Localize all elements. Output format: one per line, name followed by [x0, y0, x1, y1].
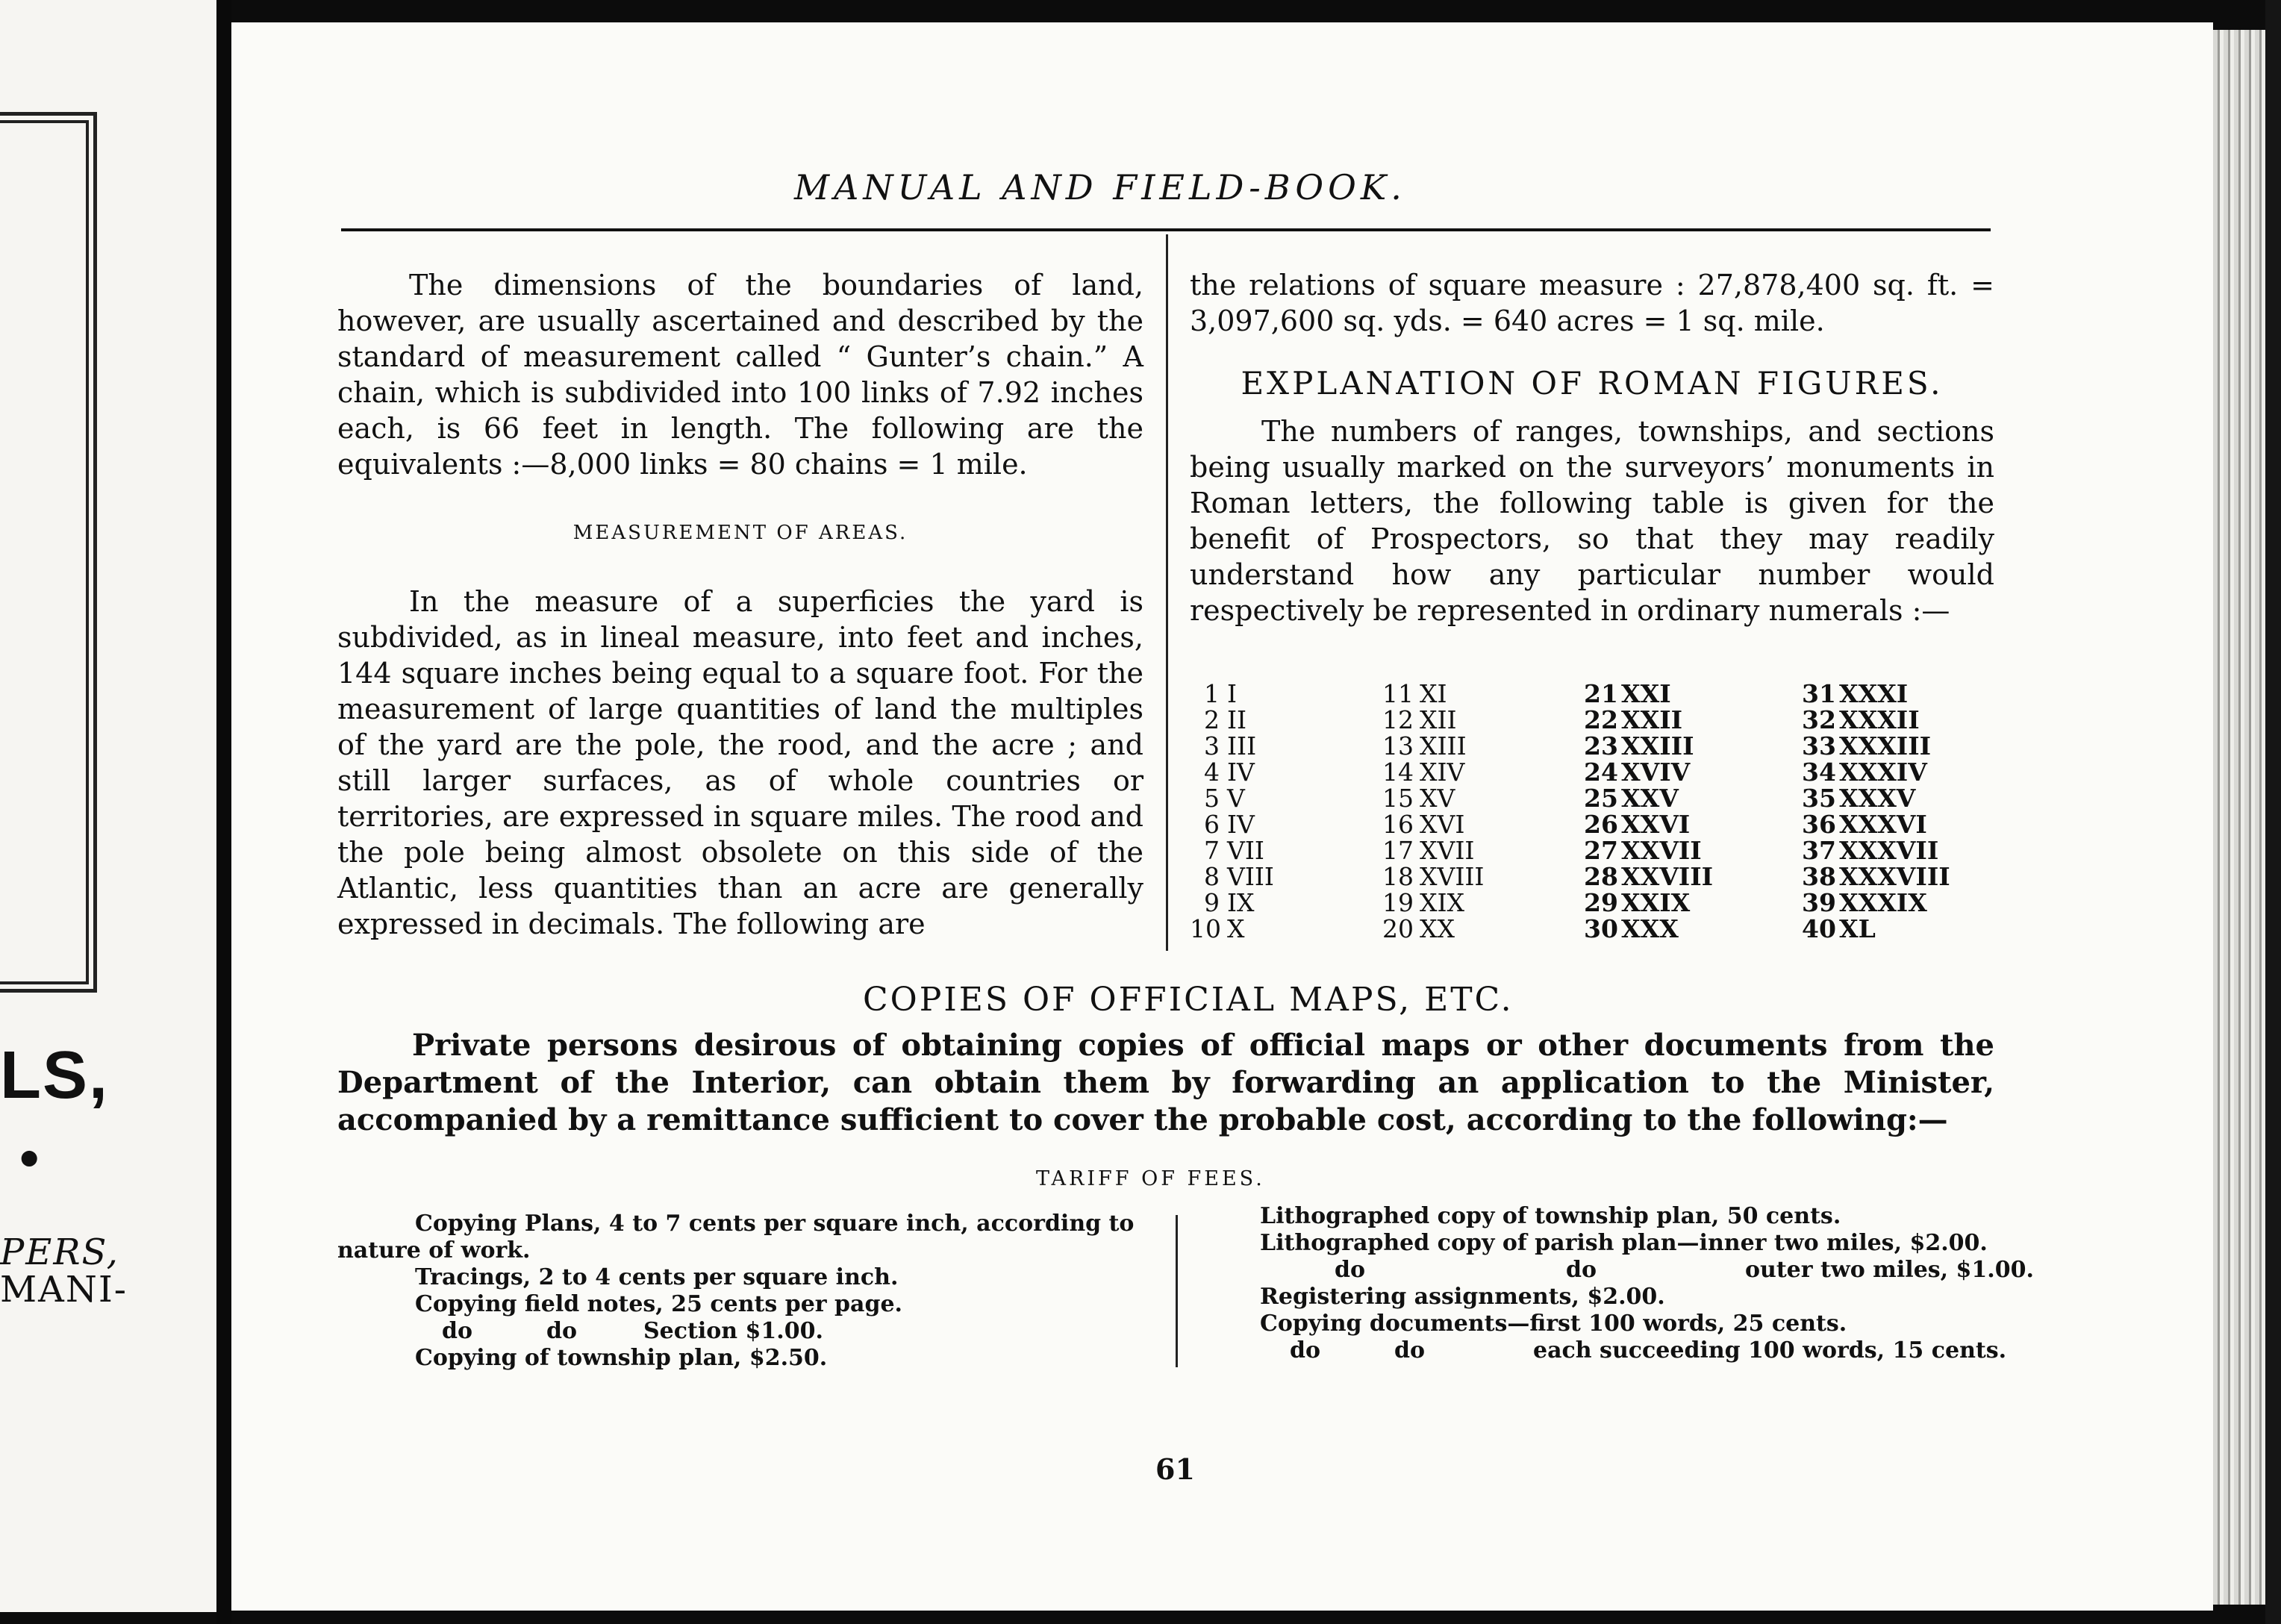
- roman-numeral: XVI: [1420, 810, 1465, 839]
- arabic-numeral: 27: [1584, 836, 1618, 865]
- book-gutter: [216, 0, 231, 1624]
- roman-table-row: [1584, 916, 1713, 942]
- roman-numeral: XVIII: [1420, 862, 1485, 891]
- roman-numeral: XXXVI: [1839, 810, 1927, 839]
- arabic-numeral: 36: [1802, 810, 1836, 839]
- roman-numeral: XXIII: [1621, 731, 1694, 761]
- arabic-numeral: 26: [1584, 810, 1618, 839]
- roman-numeral: XXV: [1621, 784, 1679, 813]
- roman-numeral: XXVII: [1621, 836, 1702, 865]
- arabic-numeral: 19: [1382, 888, 1414, 917]
- maps-heading: COPIES OF OFFICIAL MAPS, ETC.: [863, 981, 1514, 1019]
- facing-page-text-line-2: MANI-: [0, 1269, 128, 1311]
- roman-numeral: XXI: [1621, 679, 1671, 708]
- roman-table-row: [1190, 916, 1274, 942]
- roman-table-row: [1802, 811, 1950, 837]
- facing-page-fragment: [0, 0, 216, 1612]
- roman-table-row: [1190, 733, 1274, 759]
- maps-paragraph-text: Private persons desirous of obtaining copies of official maps or other documents from the Department of the Interior, can obtain them by forwarding an application to the Minister, accompanied by a remittance sufficient to cover the probable cost, according to the following:—: [337, 1028, 1994, 1137]
- arabic-numeral: 40: [1802, 914, 1836, 943]
- arabic-numeral: 22: [1584, 705, 1618, 734]
- roman-numeral: IX: [1227, 888, 1255, 917]
- arabic-numeral: 25: [1584, 784, 1618, 813]
- roman-table-row: [1802, 863, 1950, 890]
- arabic-numeral: 29: [1584, 888, 1618, 917]
- roman-numeral: V: [1227, 784, 1245, 813]
- roman-table-row: [1382, 707, 1484, 733]
- ditto-mark: do: [546, 1318, 577, 1344]
- tariff-item-continuation: nature of work.: [337, 1237, 531, 1264]
- tariff-item: [1260, 1257, 2034, 1284]
- roman-table-row: [1584, 863, 1713, 890]
- tariff-price: each succeeding 100 words, 15 cents.: [1533, 1337, 2007, 1364]
- arabic-numeral: 8: [1204, 862, 1220, 891]
- arabic-numeral: 5: [1204, 784, 1220, 813]
- tariff-left-list: [337, 1211, 1158, 1372]
- roman-table-row: [1382, 811, 1484, 837]
- arabic-numeral: 7: [1204, 836, 1220, 865]
- header-rule: [341, 228, 1991, 231]
- roman-numeral: XXXVIII: [1839, 862, 1950, 891]
- roman-table-row: [1382, 863, 1484, 890]
- arabic-numeral: 32: [1802, 705, 1836, 734]
- tariff-right-list: [1260, 1203, 2034, 1364]
- left-column: [337, 267, 1143, 942]
- roman-table-row: [1190, 837, 1274, 863]
- roman-table-row: [1802, 785, 1950, 811]
- roman-numeral: IV: [1227, 758, 1255, 787]
- areas-heading: MEASUREMENT OF AREAS.: [572, 522, 908, 544]
- arabic-numeral: 2: [1204, 705, 1220, 734]
- arabic-numeral: 33: [1802, 731, 1836, 761]
- arabic-numeral: 1: [1204, 679, 1220, 708]
- arabic-numeral: 17: [1382, 836, 1414, 865]
- roman-table-row: [1190, 785, 1274, 811]
- arabic-numeral: 12: [1382, 705, 1414, 734]
- roman-numeral: XI: [1420, 679, 1447, 708]
- roman-table-row: [1190, 811, 1274, 837]
- maps-paragraph: [337, 1027, 1994, 1139]
- roman-table-row: [1802, 733, 1950, 759]
- arabic-numeral: 16: [1382, 810, 1414, 839]
- roman-numeral: II: [1227, 705, 1247, 734]
- roman-table-row: [1190, 863, 1274, 890]
- roman-table-row: [1382, 733, 1484, 759]
- ditto-mark: do: [1335, 1257, 1365, 1283]
- roman-table-row: [1584, 785, 1713, 811]
- column-divider: [1166, 234, 1168, 951]
- tariff-item: Copying field notes, 25 cents per page.: [415, 1291, 902, 1317]
- tariff-price: outer two miles, $1.00.: [1745, 1257, 2034, 1283]
- roman-table-row: [1584, 811, 1713, 837]
- roman-table-row: [1802, 916, 1950, 942]
- ditto-mark: do: [1394, 1337, 1425, 1364]
- roman-table-row: [1584, 890, 1713, 916]
- tariff-price: Section $1.00.: [643, 1318, 823, 1344]
- roman-table-row: [1382, 916, 1484, 942]
- gunters-chain-paragraph: The dimensions of the boundaries of land, however, are usually ascertained and described by the standard of measurement called “ Gunter’s chain.” A chain, which is subdivided into 100 links of 7.92 inches each, is 66 feet in length. The following are the equivalents :—8,000 links = 80 chains = 1 mile.: [337, 269, 1143, 481]
- roman-numeral: XXXV: [1839, 784, 1916, 813]
- roman-numeral: XX: [1420, 914, 1455, 943]
- facing-page-text-line-1: PERS,: [0, 1231, 119, 1273]
- roman-numeral: XIV: [1420, 758, 1465, 787]
- roman-table-column: [1190, 681, 1274, 942]
- roman-numeral: XXXIII: [1839, 731, 1932, 761]
- roman-table-row: [1190, 681, 1274, 707]
- ditto-mark: do: [1290, 1337, 1320, 1364]
- tariff-item: Registering assignments, $2.00.: [1260, 1284, 1665, 1310]
- arabic-numeral: 21: [1584, 679, 1618, 708]
- roman-numeral: XIII: [1420, 731, 1467, 761]
- roman-table-row: [1584, 837, 1713, 863]
- page-edges: [2213, 30, 2265, 1605]
- roman-numeral: IV: [1227, 810, 1255, 839]
- roman-table-column: [1382, 681, 1484, 942]
- roman-numeral: XXXIX: [1839, 888, 1927, 917]
- roman-table-row: [1382, 785, 1484, 811]
- arabic-numeral: 4: [1204, 758, 1220, 787]
- tariff-heading: TARIFF OF FEES.: [1036, 1167, 1265, 1190]
- tariff-item: Lithographed copy of township plan, 50 cents.: [1260, 1203, 1841, 1229]
- roman-table-row: [1802, 707, 1950, 733]
- roman-numeral: XXXII: [1839, 705, 1920, 734]
- roman-table-column: [1802, 681, 1950, 942]
- roman-numeral: XL: [1839, 914, 1876, 943]
- roman-numeral: XXXI: [1839, 679, 1909, 708]
- tariff-item: [337, 1318, 1158, 1345]
- arabic-numeral: 14: [1382, 758, 1414, 787]
- arabic-numeral: 39: [1802, 888, 1836, 917]
- tariff-divider: [1176, 1215, 1178, 1367]
- arabic-numeral: 24: [1584, 758, 1618, 787]
- roman-table-row: [1584, 681, 1713, 707]
- roman-table-row: [1382, 890, 1484, 916]
- roman-numeral: XXVIII: [1621, 862, 1714, 891]
- roman-table-row: [1382, 759, 1484, 785]
- roman-table-row: [1190, 707, 1274, 733]
- arabic-numeral: 10: [1190, 914, 1221, 943]
- roman-table-column: [1584, 681, 1713, 942]
- arabic-numeral: 13: [1382, 731, 1414, 761]
- arabic-numeral: 9: [1204, 888, 1220, 917]
- roman-numeral: VII: [1227, 836, 1264, 865]
- roman-numeral: XXVI: [1621, 810, 1691, 839]
- roman-table-row: [1584, 733, 1713, 759]
- arabic-numeral: 3: [1204, 731, 1220, 761]
- arabic-numeral: 15: [1382, 784, 1414, 813]
- roman-figures-paragraph: The numbers of ranges, townships, and sections being usually marked on the surveyors’ monuments in Roman letters, the following table is given for the benefit of Prospectors, so that they may readily understand how any particular number would respectively be represented in ordinary numerals :—: [1190, 415, 1994, 627]
- tariff-item: Tracings, 2 to 4 cents per square inch.: [415, 1264, 899, 1290]
- areas-paragraph: In the measure of a superficies the yard is subdivided, as in lineal measure, into feet and inches, 144 square inches being equal to a square foot. For the measurement of large quantities of land the multiples of the yard are the pole, the rood, and the acre ; and still larger surfaces, as of whole countries or territories, are expressed in square miles. The rood and the pole being almost obsolete on this side of the Atlantic, less quantities than an acre are generally expressed in decimals. The following are: [337, 585, 1143, 940]
- arabic-numeral: 34: [1802, 758, 1836, 787]
- arabic-numeral: 38: [1802, 862, 1836, 891]
- roman-table-row: [1802, 681, 1950, 707]
- roman-table-row: [1802, 890, 1950, 916]
- roman-numeral: XXII: [1621, 705, 1683, 734]
- arabic-numeral: 35: [1802, 784, 1836, 813]
- square-measure-paragraph: the relations of square measure : 27,878,400 sq. ft. = 3,097,600 sq. yds. = 640 acres = 1 sq. mile.: [1190, 269, 1994, 337]
- facing-page-border-frame: [0, 112, 97, 993]
- ditto-mark: do: [442, 1318, 472, 1344]
- page-number: 61: [1155, 1452, 1195, 1486]
- arabic-numeral: 6: [1204, 810, 1220, 839]
- roman-numeral: XVIV: [1621, 758, 1691, 787]
- roman-figures-heading: EXPLANATION OF ROMAN FIGURES.: [1241, 365, 1944, 402]
- roman-numeral: XV: [1420, 784, 1455, 813]
- arabic-numeral: 11: [1382, 679, 1414, 708]
- roman-table-row: [1584, 759, 1713, 785]
- roman-numeral: XXXIV: [1839, 758, 1927, 787]
- tariff-item: Copying Plans, 4 to 7 cents per square inch, according to: [415, 1211, 1135, 1237]
- arabic-numeral: 23: [1584, 731, 1618, 761]
- roman-table-row: [1382, 837, 1484, 863]
- tariff-item: [1260, 1337, 2006, 1364]
- facing-page-dot: •: [15, 1134, 44, 1187]
- roman-numeral: X: [1227, 914, 1245, 943]
- arabic-numeral: 18: [1382, 862, 1414, 891]
- roman-table-row: [1584, 707, 1713, 733]
- running-head: MANUAL AND FIELD-BOOK.: [794, 167, 1406, 207]
- roman-numeral: XXIX: [1621, 888, 1691, 917]
- roman-table-row: [1190, 890, 1274, 916]
- roman-numeral: XXX: [1621, 914, 1679, 943]
- arabic-numeral: 20: [1382, 914, 1414, 943]
- roman-numeral: XII: [1420, 705, 1457, 734]
- tariff-item: Lithographed copy of parish plan—inner two miles, $2.00.: [1260, 1230, 1988, 1256]
- arabic-numeral: 37: [1802, 836, 1836, 865]
- roman-numeral: XVII: [1420, 836, 1475, 865]
- roman-table-row: [1382, 681, 1484, 707]
- roman-numeral: VIII: [1227, 862, 1274, 891]
- arabic-numeral: 31: [1802, 679, 1836, 708]
- arabic-numeral: 30: [1584, 914, 1618, 943]
- roman-table-row: [1802, 759, 1950, 785]
- roman-numeral: I: [1227, 679, 1238, 708]
- roman-numeral: III: [1227, 731, 1257, 761]
- right-column: [1190, 267, 1994, 628]
- tariff-item: Copying of township plan, $2.50.: [415, 1345, 828, 1371]
- page-edge-shadow: [2265, 0, 2281, 1624]
- tariff-item: Copying documents—first 100 words, 25 cents.: [1260, 1311, 1847, 1337]
- roman-numeral: XXXVII: [1839, 836, 1939, 865]
- roman-numeral: XIX: [1420, 888, 1465, 917]
- roman-table-row: [1802, 837, 1950, 863]
- facing-page-heading-fragment: LS,: [0, 1038, 110, 1113]
- roman-table-row: [1190, 759, 1274, 785]
- arabic-numeral: 28: [1584, 862, 1618, 891]
- ditto-mark: do: [1566, 1257, 1597, 1283]
